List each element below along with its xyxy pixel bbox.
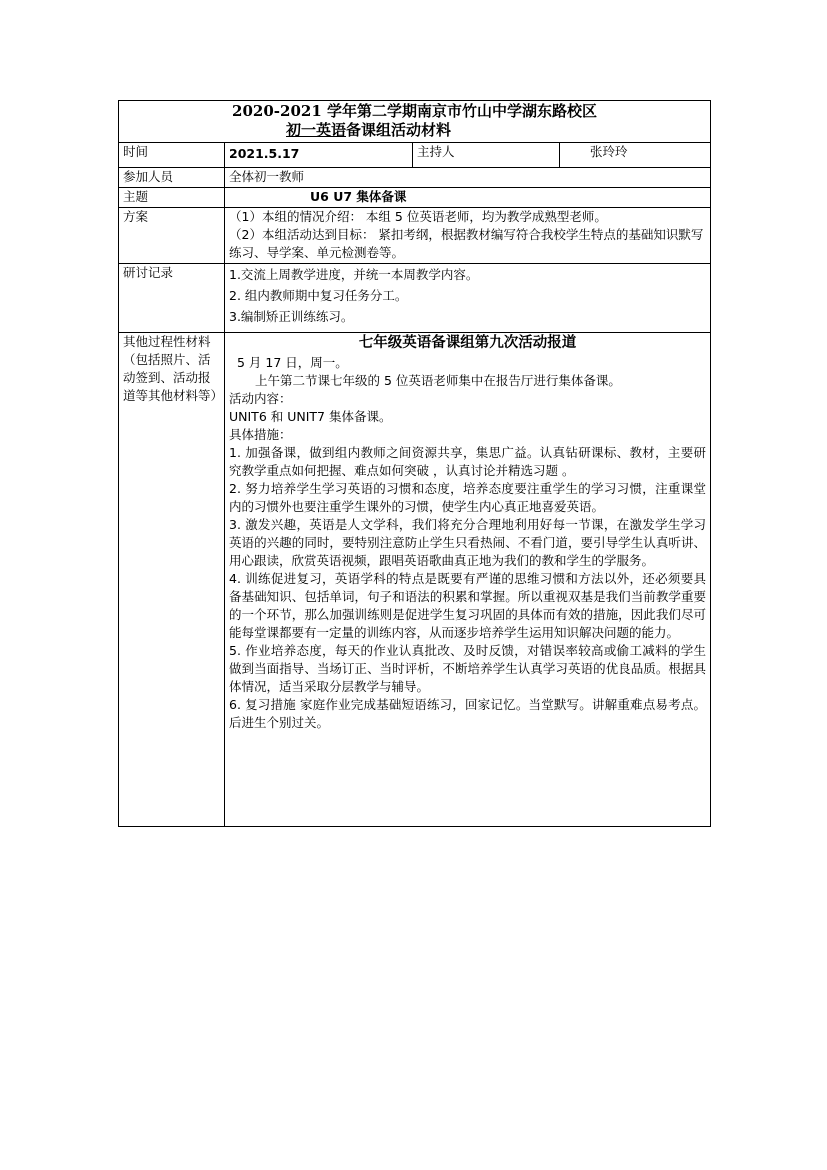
plan-line-1: （1）本组的情况介绍： 本组 5 位英语老师，均为教学成熟型老师。 <box>229 209 607 224</box>
participants-label: 参加人员 <box>119 168 225 188</box>
discussion-item: 1.交流上周教学进度，并统一本周教学内容。 <box>229 267 479 282</box>
time-value: 2021.5.17 <box>225 143 413 168</box>
discussion-label: 研讨记录 <box>119 264 225 333</box>
plan-label: 方案 <box>119 208 225 264</box>
time-label: 时间 <box>119 143 225 168</box>
report-content-label: 活动内容： <box>229 391 292 406</box>
theme-row <box>119 188 711 208</box>
discussion-content <box>225 264 711 333</box>
discussion-item: 2. 组内教师期中复习任务分工。 <box>229 288 408 303</box>
report-content <box>225 333 711 827</box>
report-date: 5 月 17 日，周一。 <box>237 355 348 370</box>
title-cell <box>119 101 711 143</box>
discussion-row <box>119 264 711 333</box>
document-subtitle <box>123 121 706 140</box>
plan-row <box>119 208 711 264</box>
activity-record-table <box>118 100 711 827</box>
other-label-line-2: （包括照片、活动签到、活动报道等其他材料等） <box>123 352 224 403</box>
theme-value: U6 U7 集体备课 <box>225 188 711 208</box>
participants-row <box>119 168 711 188</box>
measure-item: 1. 加强备课，做到组内教师之间资源共享，集思广益。认真钻研课标、教材，主要研究教学重点如何把握、难点如何突破 ，认真讨论并精选习题 。 <box>229 445 707 478</box>
measure-item: 4. 训练促进复习，英语学科的特点是既要有严谨的思维习惯和方法以外，还必须要具备基础知识、包括单词，句子和语法的积累和掌握。所以重视双基是我们当前教学重要的一个环节，那么加强训练则是促进学生复习巩固的具体而有效的措施，因此我们尽可能每堂课都要有一定量的训练内容，从而逐步培养学生运用知识解决问题的能力。 <box>229 571 707 640</box>
measure-item: 3. 激发兴趣，英语是人文学科，我们将充分合理地利用好每一节课，在激发学生学习英语的兴趣的同时，要特别注意防止学生只看热闹、不看门道，要引导学生认真听讲、用心跟读，欣赏英语视频，跟唱英语歌曲真正地为我们的教和学生的学服务。 <box>229 517 707 568</box>
report-intro: 上午第二节课七年级的 5 位英语老师集中在报告厅进行集体备课。 <box>255 373 621 388</box>
plan-content <box>225 208 711 264</box>
host-value: 张玲玲 <box>560 143 711 168</box>
time-row <box>119 143 711 168</box>
measure-item: 6. 复习措施 家庭作业完成基础短语练习，回家记忆。当堂默写。讲解重难点易考点。后进生个别过关。 <box>229 697 707 730</box>
subtitle-underlined: 初一英语 <box>286 121 347 139</box>
other-materials-row <box>119 333 711 827</box>
host-label: 主持人 <box>413 143 560 168</box>
title-row <box>119 101 711 143</box>
measure-item: 2. 努力培养学生学习英语的习惯和态度，培养态度要注重学生的学习习惯，注重课堂内的习惯外也要注重学生课外的习惯，使学生内心真正地喜爱英语。 <box>229 481 707 514</box>
subtitle-rest: 备课组活动材料 <box>346 121 452 139</box>
plan-line-2: （2）本组活动达到目标： 紧扣考纲，根据教材编写符合我校学生特点的基础知识默写练习、导学案、单元检测卷等。 <box>229 227 704 260</box>
other-label-line-1: 其他过程性材料 <box>123 334 211 349</box>
document-title: 2020-2021 学年第二学期南京市竹山中学湖东路校区 <box>232 102 597 120</box>
report-measures-label: 具体措施： <box>229 427 292 442</box>
discussion-item: 3.编制矫正训练练习。 <box>229 309 354 324</box>
other-materials-label <box>119 333 225 827</box>
report-content-text: UNIT6 和 UNIT7 集体备课。 <box>229 409 392 424</box>
participants-value: 全体初一教师 <box>225 168 711 188</box>
report-title: 七年级英语备课组第九次活动报道 <box>358 335 577 351</box>
measure-item: 5. 作业培养态度，每天的作业认真批改、及时反馈，对错误率较高或偷工减料的学生做到当面指导、当场订正、当时评析，不断培养学生认真学习英语的优良品质。根据具体情况，适当采取分层教学与辅导。 <box>229 643 707 694</box>
theme-label: 主题 <box>119 188 225 208</box>
